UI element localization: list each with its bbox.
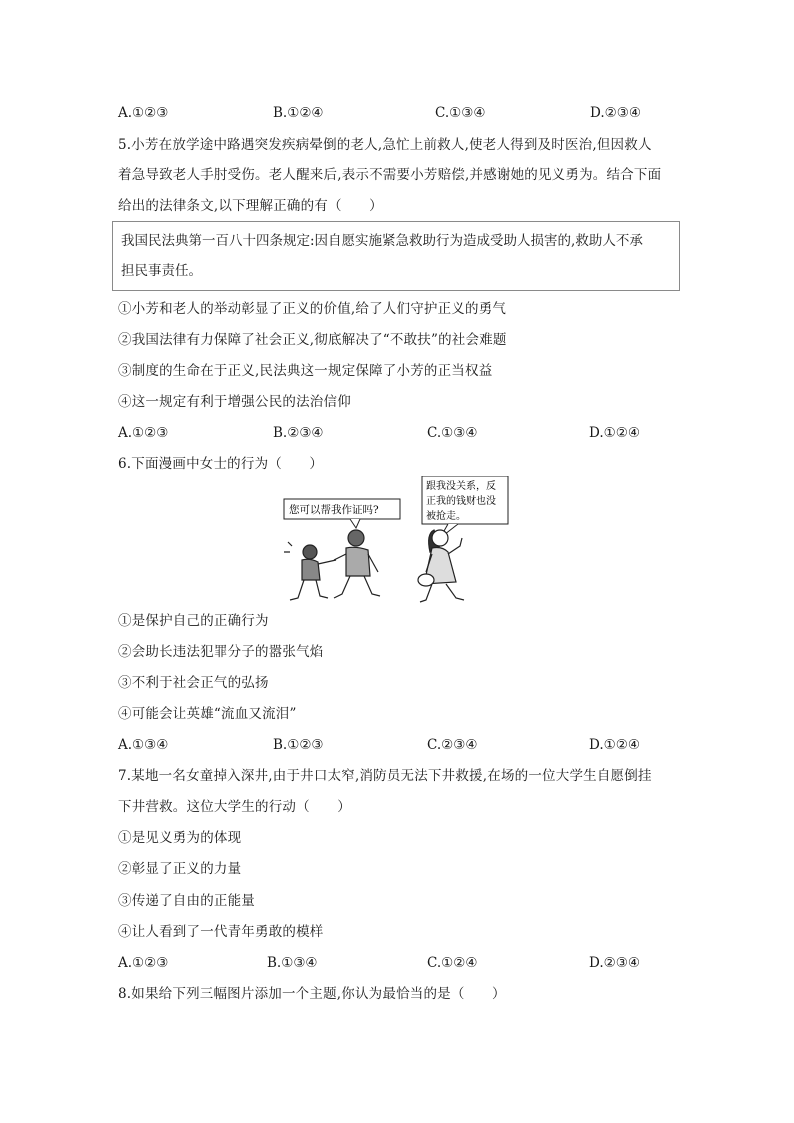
q6-option-c[interactable]: C.②③④: [427, 737, 478, 753]
q5-stem-line-1: 5.小芳在放学途中路遇突发疾病晕倒的老人,急忙上前救人,使老人得到及时医治,但因救人: [118, 137, 652, 153]
q7-option-b[interactable]: B.①③④: [267, 955, 318, 971]
q5-options: [118, 425, 678, 441]
right-bubble-line-3: 被抢走。: [426, 511, 466, 522]
left-bubble-tail: [350, 519, 360, 528]
woman-figure: [418, 530, 464, 602]
q8-stem: 8.如果给下列三幅图片添加一个主题,你认为最恰当的是（ ）: [118, 986, 506, 1002]
q5-law-line-2: 担民事责任。: [121, 263, 202, 279]
q7-statement-4: ④让人看到了一代青年勇敢的模样: [118, 924, 324, 940]
q6-statement-2: ②会助长违法犯罪分子的嚣张气焰: [118, 644, 324, 660]
q4-option-b[interactable]: B.①②④: [273, 105, 324, 121]
q6-option-b[interactable]: B.①②③: [273, 737, 324, 753]
q5-option-c[interactable]: C.①③④: [427, 425, 478, 441]
q6-option-d[interactable]: D.①②④: [589, 737, 640, 753]
q6-statement-1: ①是保护自己的正确行为: [118, 613, 269, 629]
q6-statement-3: ③不利于社会正气的弘扬: [118, 675, 269, 691]
q7-statement-2: ②彰显了正义的力量: [118, 861, 242, 877]
q5-law-line-1: 我国民法典第一百八十四条规定:因自愿实施紧急救助行为造成受助人损害的,救助人不承: [121, 233, 643, 249]
robber-figure: [284, 542, 336, 600]
q5-stem-line-2: 着急导致老人手肘受伤。老人醒来后,表示不需要小芳赔偿,并感谢她的见义勇为。结合下面: [118, 167, 662, 183]
q7-option-d[interactable]: D.②③④: [589, 955, 640, 971]
q7-option-c[interactable]: C.①②④: [427, 955, 478, 971]
q6-cartoon: [280, 476, 516, 606]
q6-stem: 6.下面漫画中女士的行为（ ）: [118, 456, 324, 472]
q7-options: [118, 955, 678, 971]
q7-statement-1: ①是见义勇为的体现: [118, 830, 242, 846]
q5-option-a[interactable]: A.①②③: [118, 425, 169, 441]
man-figure: [334, 530, 380, 598]
q4-option-c[interactable]: C.①③④: [435, 105, 486, 121]
q6-option-a[interactable]: A.①③④: [118, 737, 169, 753]
q5-statement-3: ③制度的生命在于正义,民法典这一规定保障了小芳的正当权益: [118, 363, 493, 379]
q5-stem-line-3: 给出的法律条文,以下理解正确的有（ ）: [118, 198, 383, 214]
q7-statement-3: ③传递了自由的正能量: [118, 893, 255, 909]
q5-statement-1: ①小芳和老人的举动彰显了正义的价值,给了人们守护正义的勇气: [118, 301, 507, 317]
q5-statement-4: ④这一规定有利于增强公民的法治信仰: [118, 394, 351, 410]
q7-option-a[interactable]: A.①②③: [118, 955, 169, 971]
q5-option-d[interactable]: D.①②④: [589, 425, 640, 441]
q5-option-b[interactable]: B.②③④: [273, 425, 324, 441]
q5-statement-2: ②我国法律有力保障了社会正义,彻底解决了“不敢扶”的社会难题: [118, 332, 507, 348]
q4-option-a[interactable]: A.①②③: [118, 105, 169, 121]
q7-stem-line-2: 下井营救。这位大学生的行动（ ）: [118, 799, 351, 815]
q4-options: [118, 105, 678, 121]
q6-options: [118, 737, 678, 753]
q6-statement-4: ④可能会让英雄“流血又流泪”: [118, 706, 297, 722]
q5-law-box: [112, 221, 680, 291]
q4-option-d[interactable]: D.②③④: [590, 105, 641, 121]
left-bubble-text: 您可以帮我作证吗?: [289, 504, 379, 516]
q7-stem-line-1: 7.某地一名女童掉入深井,由于井口太窄,消防员无法下井救援,在场的一位大学生自愿倒挂: [118, 768, 652, 784]
right-bubble-line-2: 正我的钱财也没: [426, 496, 496, 507]
right-bubble-line-1: 跟我没关系，反: [426, 481, 496, 492]
